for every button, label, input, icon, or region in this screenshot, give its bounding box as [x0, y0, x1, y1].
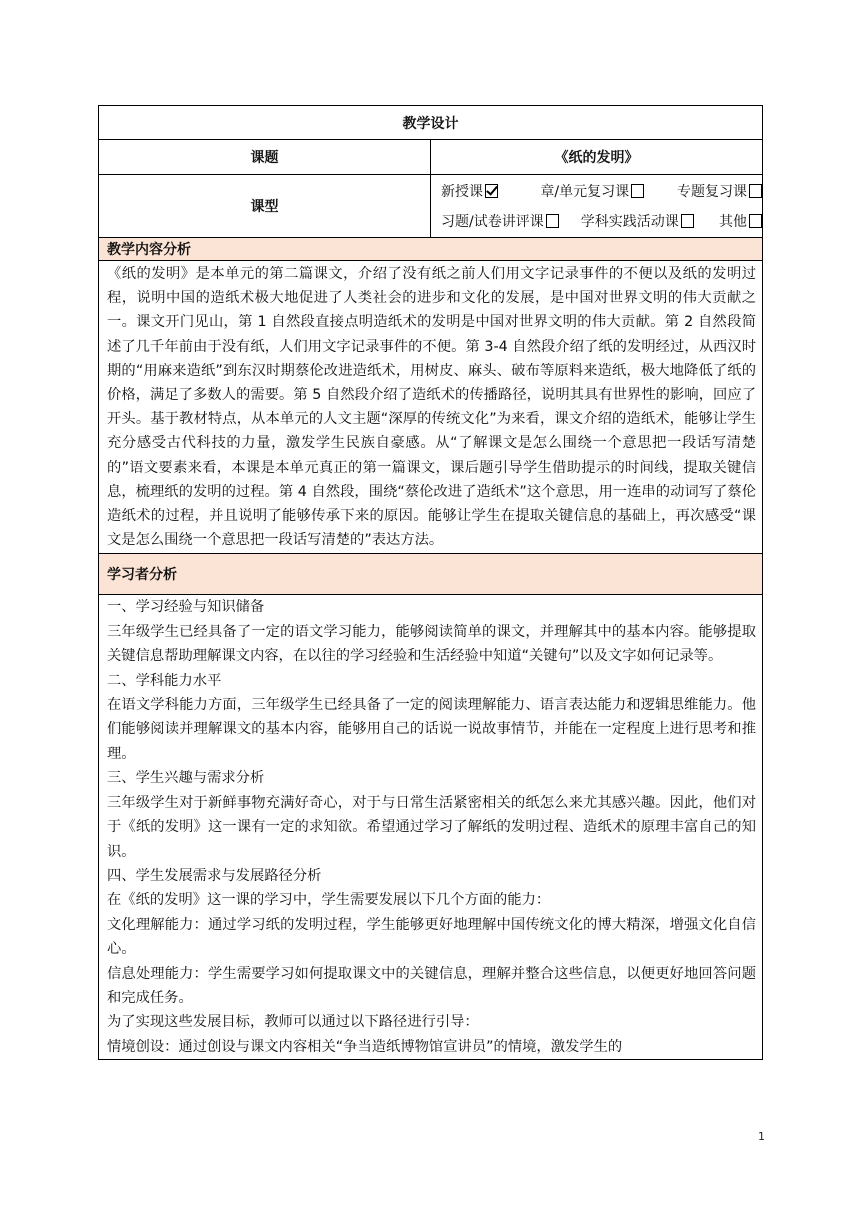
teaching-design-table	[98, 105, 763, 1060]
option-practice-activity[interactable]	[581, 211, 719, 231]
learner-paragraph: 三年级学生已经具备了一定的语文学习能力，能够阅读简单的课文，并理解其中的基本内容。能够提取关键信息帮助理解课文内容，在以往的学习经验和生活经验中知道“关键句”以及文字如何记录等。	[107, 623, 756, 665]
learner-analysis-body	[99, 595, 763, 1060]
table-title: 教学设计	[99, 106, 763, 140]
option-exercise-review[interactable]	[441, 211, 581, 231]
checkbox-icon[interactable]	[681, 214, 694, 228]
option-topic-review[interactable]	[677, 181, 762, 201]
learner-subheading: 四、学生发展需求与发展路径分析	[107, 867, 322, 884]
lesson-type-row-2	[441, 206, 762, 236]
lesson-type-options	[431, 175, 763, 238]
option-other[interactable]	[719, 211, 762, 231]
learner-subheading: 二、学科能力水平	[107, 672, 222, 689]
checkbox-icon[interactable]	[749, 184, 762, 198]
checkbox-icon[interactable]	[631, 184, 644, 198]
learner-analysis-heading: 学习者分析	[99, 554, 763, 595]
option-label: 专题复习课	[677, 184, 747, 200]
learner-paragraph: 文化理解能力：通过学习纸的发明过程，学生能够更好地理解中国传统文化的博大精深，增强文化自信心。	[107, 916, 756, 958]
checkbox-icon[interactable]	[546, 214, 559, 228]
learner-subheading: 一、学习经验与知识储备	[107, 599, 265, 616]
content-analysis-heading: 教学内容分析	[99, 238, 763, 261]
option-label: 其他	[719, 214, 747, 230]
learner-paragraph: 信息处理能力：学生需要学习如何提取课文中的关键信息，理解并整合这些信息，以便更好地回答问题和完成任务。	[107, 965, 756, 1006]
learner-paragraph: 在《纸的发明》这一课的学习中，学生需要发展以下几个方面的能力：	[107, 892, 551, 909]
option-label: 新授课	[441, 184, 483, 200]
option-label: 习题/试卷讲评课	[441, 214, 544, 230]
lesson-type-label: 课型	[99, 175, 431, 238]
lesson-type-row-1	[441, 176, 762, 206]
course-value: 《纸的发明》	[431, 140, 763, 175]
learner-paragraph: 三年级学生对于新鲜事物充满好奇心，对于与日常生活紧密相关的纸怎么来尤其感兴趣。因此，他们对于《纸的发明》这一课有一定的求知欲。希望通过学习了解纸的发明过程、造纸术的原理丰富自己的知识。	[107, 794, 756, 860]
learner-subheading: 三、学生兴趣与需求分析	[107, 770, 265, 787]
page-number: 1	[758, 1130, 765, 1143]
content-analysis-text: 《纸的发明》是本单元的第二篇课文，介绍了没有纸之前人们用文字记录事件的不便以及纸的发明过程，说明中国的造纸术极大地促进了人类社会的进步和文化的发展，是中国对世界文明的伟大贡献之一。课文开门见山，第 1 自然段直接点明造纸术的发明是中国对世界文明的伟大贡献。第 2 自然段简述了几千年前由于没有纸，人们用文字记录事件的不便。第 3-4 自然段介绍了纸的发明经过，从西汉时期的“用麻来造纸”到东汉时期蔡伦改进造纸术，用树皮、麻头、破布等原料来造纸，极大地降低了纸的价格，满足了多数人的需要。第 5 自然段介绍了造纸术的传播路径，说明其具有世界性的影响，回应了开头。基于教材特点，从本单元的人文主题“深厚的传统文化”为来看，课文介绍的造纸术，能够让学生充分感受古代科技的力量，激发学生民族自豪感。从“了解课文是怎么围绕一个意思把一段话写清楚的”语文要素来看，本课是本单元真正的第一篇课文，课后题引导学生借助提示的时间线，提取关键信息，梳理纸的发明的过程。第 4 自然段，围绕“蔡伦改进了造纸术”这个意思，用一连串的动词写了蔡伦造纸术的过程，并且说明了能够传承下来的原因。能够让学生在提取关键信息的基础上，再次感受“课文是怎么围绕一个意思把一段话写清楚的”表达方法。	[107, 266, 756, 549]
course-label: 课题	[99, 140, 431, 175]
learner-paragraph: 为了实现这些发展目标，教师可以通过以下路径进行引导：	[107, 1014, 479, 1031]
option-new-lesson[interactable]	[441, 181, 540, 201]
option-unit-review[interactable]	[540, 181, 677, 201]
option-label: 学科实践活动课	[580, 214, 679, 230]
checked-checkbox-icon[interactable]	[485, 184, 498, 198]
content-analysis-body	[99, 261, 763, 554]
option-label: 章/单元复习课	[540, 184, 630, 200]
checkbox-icon[interactable]	[749, 214, 762, 228]
learner-paragraph: 情境创设：通过创设与课文内容相关“争当造纸博物馆宣讲员”的情境，激发学生的	[107, 1038, 623, 1055]
learner-paragraph: 在语文学科能力方面，三年级学生已经具备了一定的阅读理解能力、语言表达能力和逻辑思维能力。他们能够阅读并理解课文的基本内容，能够用自己的话说一说故事情节，并能在一定程度上进行思考和推理。	[107, 697, 756, 762]
